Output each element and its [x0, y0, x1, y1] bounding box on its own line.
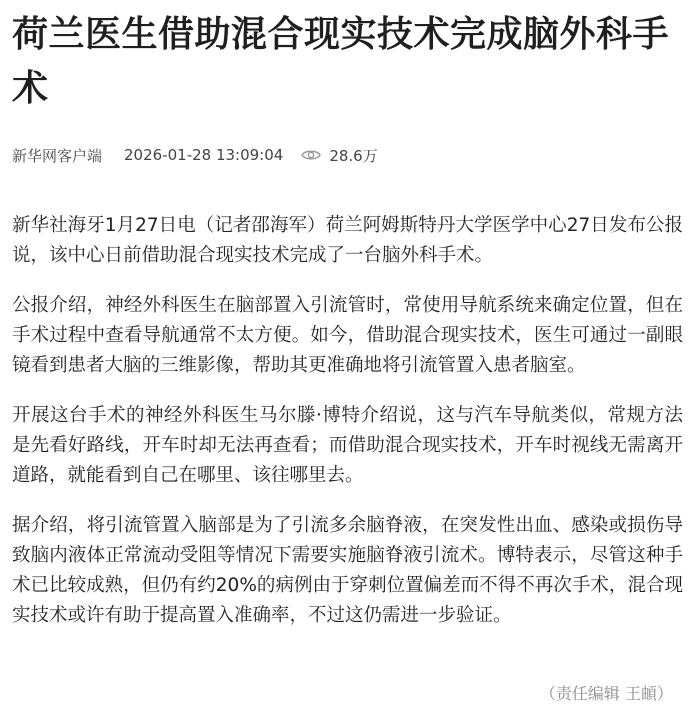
article-paragraph: 新华社海牙1月27日电（记者邵海军）荷兰阿姆斯特丹大学医学中心27日发布公报说，该中心日前借助混合现实技术完成了一台脑外科手术。 — [12, 215, 683, 266]
eye-icon — [301, 148, 321, 162]
article-source[interactable]: 新华网客户端 — [12, 146, 103, 165]
view-count — [301, 145, 377, 166]
article-meta — [12, 143, 683, 167]
article-paragraph: 开展这台手术的神经外科医生马尔滕·博特介绍说，这与汽车导航类似，常规方法是先看好路线，开车时却无法再查看；而借助混合现实技术，开车时视线无需离开道路，就能看到自己在哪里、该往哪里去。 — [12, 405, 683, 486]
view-count-value: 28.6万 — [329, 146, 378, 165]
article-title: 荷兰医生借助混合现实技术完成脑外科手术 — [12, 14, 670, 109]
article-paragraph: 公报介绍，神经外科医生在脑部置入引流管时，常使用导航系统来确定位置，但在手术过程中查看导航通常不太方便。如今，借助混合现实技术，医生可通过一副眼镜看到患者大脑的三维影像，帮助其更准确地将引流管置入患者脑室。 — [12, 295, 683, 376]
article-timestamp: 2026-01-28 13:09:04 — [124, 146, 284, 164]
editor-credit: （责任编辑 王頔） — [539, 684, 673, 703]
article-paragraph: 据介绍，将引流管置入脑部是为了引流多余脑脊液，在突发性出血、感染或损伤导致脑内液体正常流动受阻等情况下需要实施脑脊液引流术。博特表示，尽管这种手术已比较成熟，但仍有约20%的病例由于穿刺位置偏差而不得不再次手术，混合现实技术或许有助于提高置入准确率，不过这仍需进一步验证。 — [12, 515, 683, 626]
article-body — [12, 211, 683, 631]
